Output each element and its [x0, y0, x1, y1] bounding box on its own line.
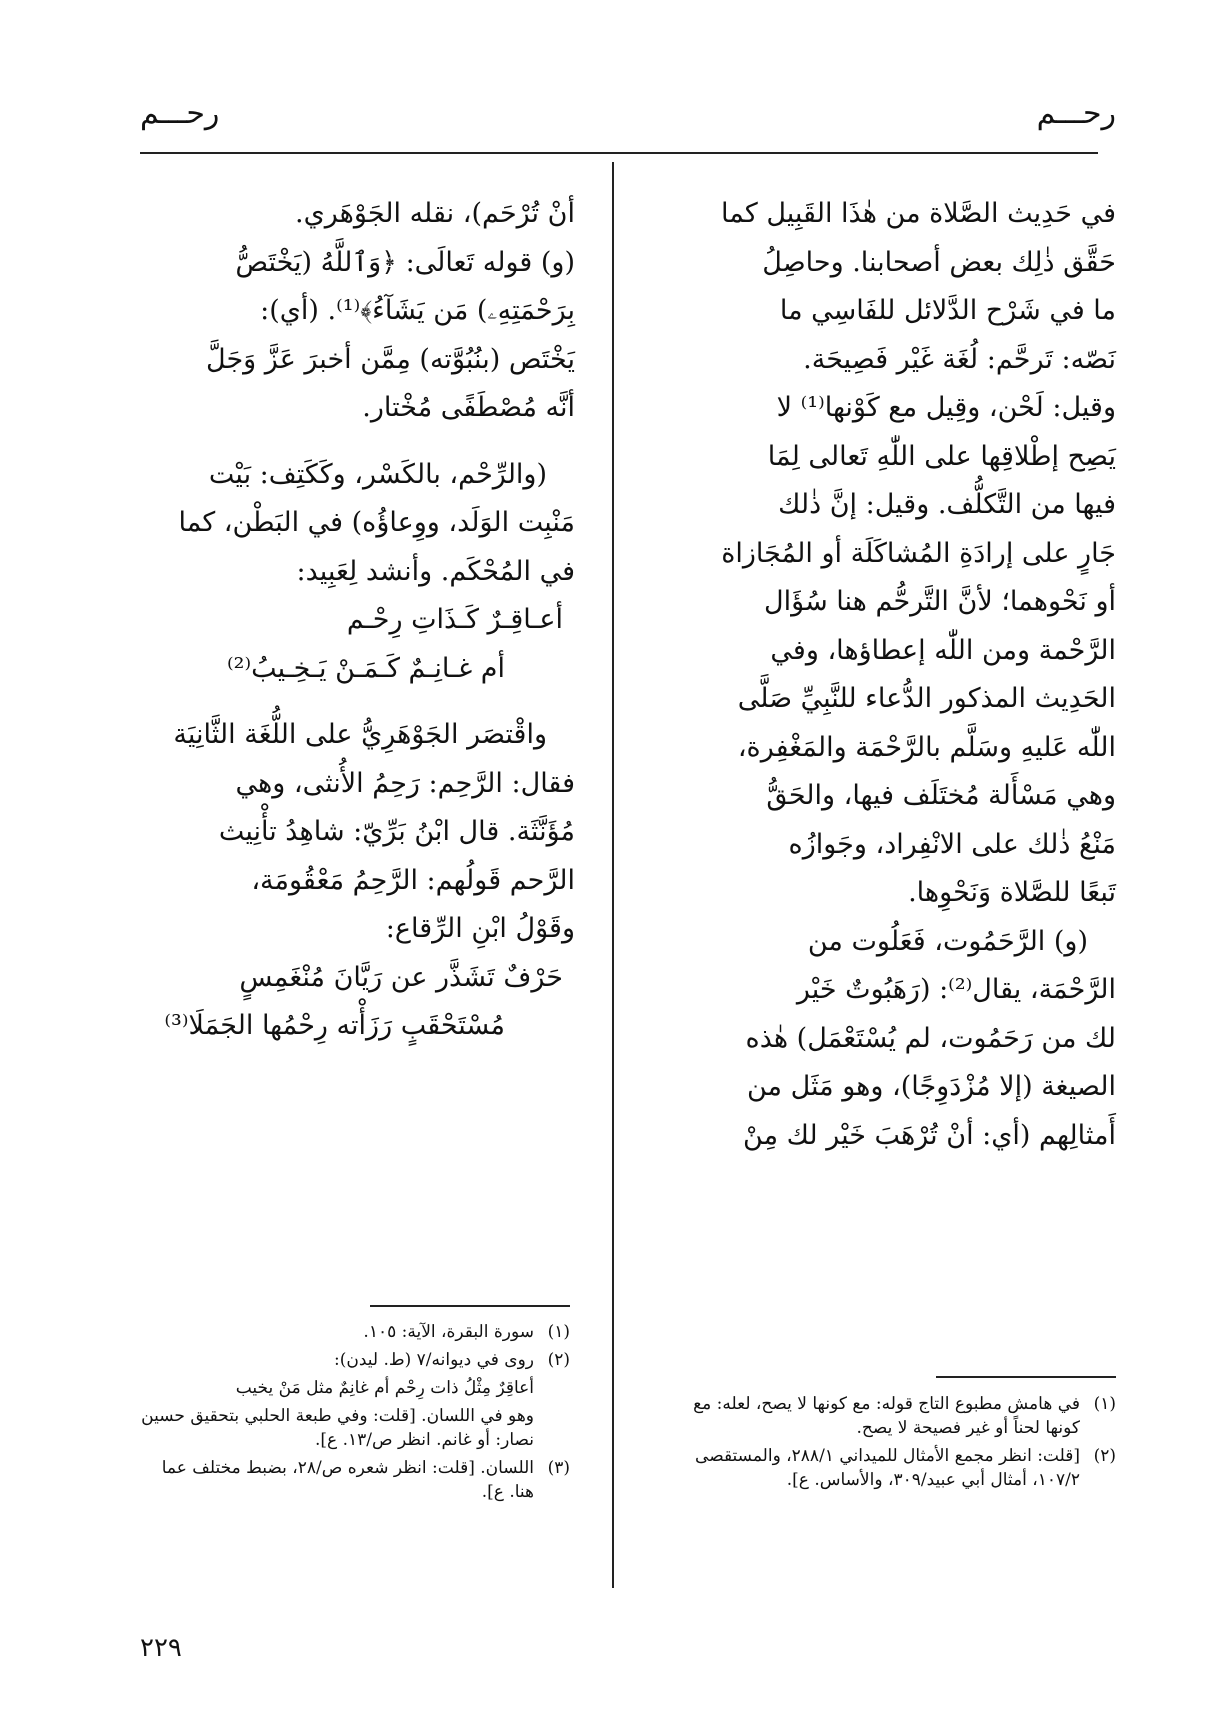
- text-line: نَصّه: تَرحَّم: لُغَة غَيْر فَصِيحَة.: [803, 343, 1116, 375]
- footnote: [140, 1320, 570, 1344]
- verse-hemistich: أم غـانِـمٌ كَـمَـنْ يَـخِـيبُ⁽²⁾: [227, 652, 505, 684]
- footnote-number: [534, 1404, 570, 1452]
- text-line: واقْتصَر الجَوْهَرِيُّ على اللُّغَة الثَّانِيَة: [173, 719, 547, 750]
- text-line: الرَّحْمَة، يقال⁽²⁾: (رَهَبُوتٌ خَيْر: [796, 974, 1116, 1005]
- footnote-number: (١): [547, 1322, 570, 1342]
- text-line: الحَدِيث المذكور الدُّعاء للنَّبِيِّ صَلَّى: [737, 683, 1116, 714]
- footnote-continuation: [140, 1376, 570, 1400]
- footnote: [140, 1456, 570, 1504]
- text-line: وقَوْلُ ابْنِ الرِّقاع:: [385, 913, 575, 944]
- footnote-continuation: [140, 1404, 570, 1452]
- text-line: مُؤَنَّثَة. قال ابْنُ بَرِّيّ: شاهِدُ تأْنِيث: [218, 816, 575, 847]
- text-line: لك من رَحَمُوت، لم يُسْتَعْمَل) هٰذه: [745, 1022, 1116, 1054]
- left-column: [140, 190, 575, 1051]
- text-line: الرَّحم قَولُهم: الرَّحِمُ مَعْقُومَة،: [251, 864, 575, 896]
- footnotes-right: [686, 1392, 1116, 1496]
- text-line: (والرِّحْم، بالكَسْر، وكَكَتِف: بَيْت: [208, 458, 547, 490]
- text-line: بِرَحْمَتِهِۦ) مَن يَشَآءُ﴾⁽¹⁾. (أي):: [260, 295, 575, 326]
- right-column: [681, 190, 1116, 1160]
- footnote: [686, 1392, 1116, 1440]
- text-line: أو نَحْوهما؛ لأنَّ التَّرحُّم هنا سُؤَال: [764, 586, 1116, 617]
- header-rule: [140, 152, 1098, 154]
- text-line: أنْ تُرْحَم)، نقله الجَوْهَري.: [295, 198, 575, 229]
- text-line: مَنْعُ ذٰلك على الانْفِراد، وجَوازُه: [788, 828, 1116, 860]
- text-line: أنَّه مُصْطَفًى مُخْتار.: [362, 392, 575, 423]
- footnote-rule-left: [370, 1305, 570, 1307]
- text-line: في حَدِيث الصَّلاة من هٰذَا القَبِيل كما: [721, 198, 1116, 229]
- text-line: أَمثالِهم (أي: أنْ تُرْهَبَ خَيْر لك مِنْ: [743, 1119, 1116, 1151]
- text-line: وهي مَسْأَلة مُختَلَف فيها، والحَقُّ: [766, 780, 1116, 811]
- page-number: ٢٢٩: [140, 1633, 182, 1663]
- verse-hemistich: أعـاقِـرٌ كَـذَاتِ رِحْـم: [346, 604, 563, 635]
- text-line: مَنْبِت الوَلَد، ووِعاؤُه) في البَطْن، كما: [178, 507, 575, 538]
- footnote-text: في هامش مطبوع التاج قوله: مع كونها لا يصح، لعله: مع كونها لحناً أو غير فصيحة لا يصح.: [693, 1394, 1080, 1438]
- text-line: الصيغة (إلا مُزْدَوِجًا)، وهو مَثَل من: [746, 1071, 1116, 1102]
- text-line: اللّٰه عَليهِ وسَلَّم بالرَّحْمَة والمَغْفِرة،: [737, 731, 1116, 763]
- footnote-text: روى في ديوانه/٧ (ط. ليدن):: [333, 1350, 534, 1370]
- column-divider: [612, 162, 614, 1588]
- text-line: (و) قوله تَعالَى: ﴿وَٱللَّهُ (يَخْتَصُّ: [235, 246, 575, 278]
- text-line: تَبعًا للصَّلاة وَنَحْوِها.: [908, 877, 1116, 908]
- text-line: الرَّحْمة ومن اللّٰه إعطاؤها، وفي: [770, 634, 1116, 666]
- footnote-number: (١): [1093, 1394, 1116, 1414]
- footnote-text: أعاقِرٌ مِثْلُ ذات رِحْم أم غانِمٌ مثل مَنْ يخيب: [235, 1378, 534, 1398]
- footnote-number: (٢): [1093, 1446, 1116, 1466]
- text-line: فيها من التَّكلُّف. وقيل: إنَّ ذٰلك: [778, 489, 1116, 520]
- footnote: [686, 1444, 1116, 1492]
- running-head-right: رحـــم: [1036, 96, 1116, 131]
- verse-hemistich: حَرْفٌ تَشَذَّر عن رَيَّانَ مُنْغَمِسٍ: [239, 961, 563, 993]
- text-line: في المُحْكَم. وأنشد لِعَبِيد:: [296, 555, 575, 587]
- text-line: وقيل: لَحْن، وقِيل مع كَوْنها⁽¹⁾ لا: [776, 392, 1116, 423]
- footnote-text: اللسان. [قلت: انظر شعره ص/٢٨، بضبط مختلف عما هنا. ع].: [161, 1458, 534, 1502]
- footnote-text: [قلت: انظر مجمع الأمثال للميداني ٢٨٨/١، والمستقصى ١٠٧/٢، أمثال أبي عبيد/٣٠٩، والأساس. ع].: [695, 1446, 1080, 1490]
- text-line: فقال: الرَّحِم: رَحِمُ الأُنثى، وهي: [235, 767, 575, 799]
- text-line: جَارٍ على إرادَةِ المُشاكَلَة أو المُجَازاة: [721, 537, 1116, 569]
- text-line: حَقَّق ذٰلِك بعض أصحابنا. وحاصِلُ: [762, 246, 1116, 278]
- footnote-text: سورة البقرة، الآية: ١٠٥.: [363, 1322, 534, 1342]
- text-line: (و) الرَّحَمُوت، فَعَلُوت من: [807, 925, 1088, 957]
- footnotes-left: [140, 1320, 570, 1508]
- footnote-number: (٣): [547, 1458, 570, 1478]
- text-line: ما في شَرْح الدَّلائل للفَاسِي ما: [779, 295, 1116, 326]
- text-line: يَصِح إطْلاقِها على اللّٰهِ تَعالى لِمَا: [767, 440, 1116, 472]
- footnote: [140, 1348, 570, 1372]
- footnote-rule-right: [936, 1376, 1116, 1378]
- footnote-number: (٢): [547, 1350, 570, 1370]
- verse-hemistich: مُسْتَحْقَبٍ رَزَأْته رِحْمُها الجَمَلَا⁽³⁾: [164, 1010, 505, 1041]
- text-line: يَخْتَص (بنُبُوَّته) مِمَّن أخبرَ عَزَّ وَجَلَّ: [206, 343, 575, 375]
- footnote-number: [534, 1376, 570, 1400]
- running-head-left: رحـــم: [140, 96, 220, 131]
- footnote-text: وهو في اللسان. [قلت: وفي طبعة الحلبي بتحقيق حسين نصار: أو غانم. انظر ص/١٣. ع].: [141, 1406, 534, 1450]
